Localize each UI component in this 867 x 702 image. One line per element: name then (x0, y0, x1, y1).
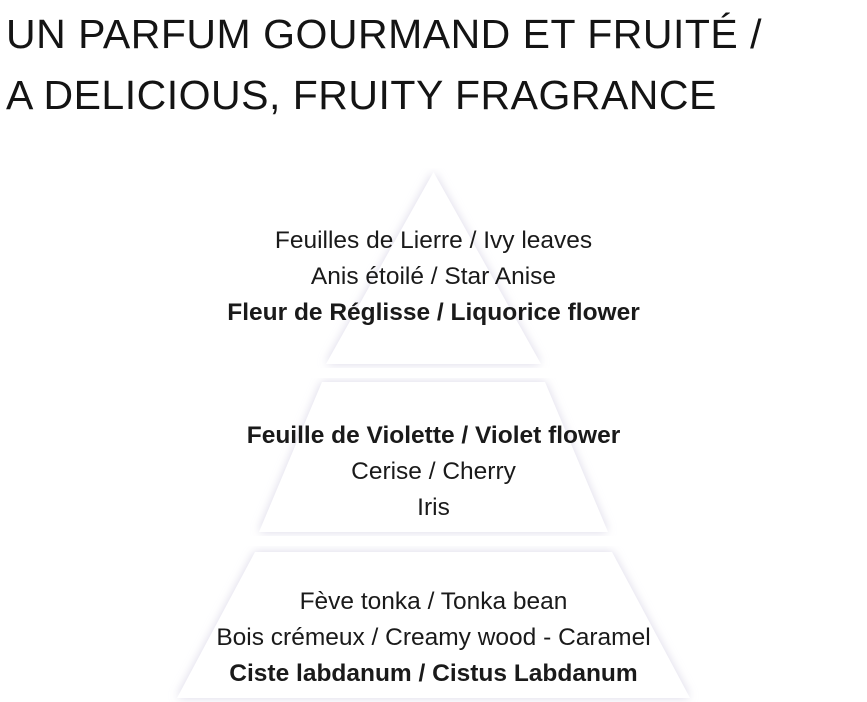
page-title (0, 0, 867, 126)
note-line: Bois crémeux / Creamy wood - Caramel (216, 624, 651, 651)
pyramid-tier-top (0, 168, 867, 368)
pyramid-tier-bottom (0, 546, 867, 702)
note-line: Fleur de Réglisse / Liquorice flower (227, 299, 640, 326)
title-line-2: A DELICIOUS, FRUITY FRAGRANCE (6, 72, 717, 118)
fragrance-pyramid (0, 150, 867, 702)
tier-top-text (0, 223, 867, 331)
note-line: Fève tonka / Tonka bean (299, 588, 568, 615)
note-line: Iris (417, 494, 450, 521)
note-line: Feuilles de Lierre / Ivy leaves (274, 227, 593, 254)
note-line: Anis étoilé / Star Anise (310, 263, 557, 290)
tier-bottom-text (0, 584, 867, 692)
note-line: Feuille de Violette / Violet flower (246, 422, 621, 449)
title-line-1: UN PARFUM GOURMAND ET FRUITÉ / (6, 11, 763, 57)
tier-middle-text (0, 418, 867, 526)
note-line: Cerise / Cherry (351, 458, 516, 485)
note-line: Ciste labdanum / Cistus Labdanum (229, 660, 638, 687)
pyramid-tier-middle (0, 378, 867, 536)
